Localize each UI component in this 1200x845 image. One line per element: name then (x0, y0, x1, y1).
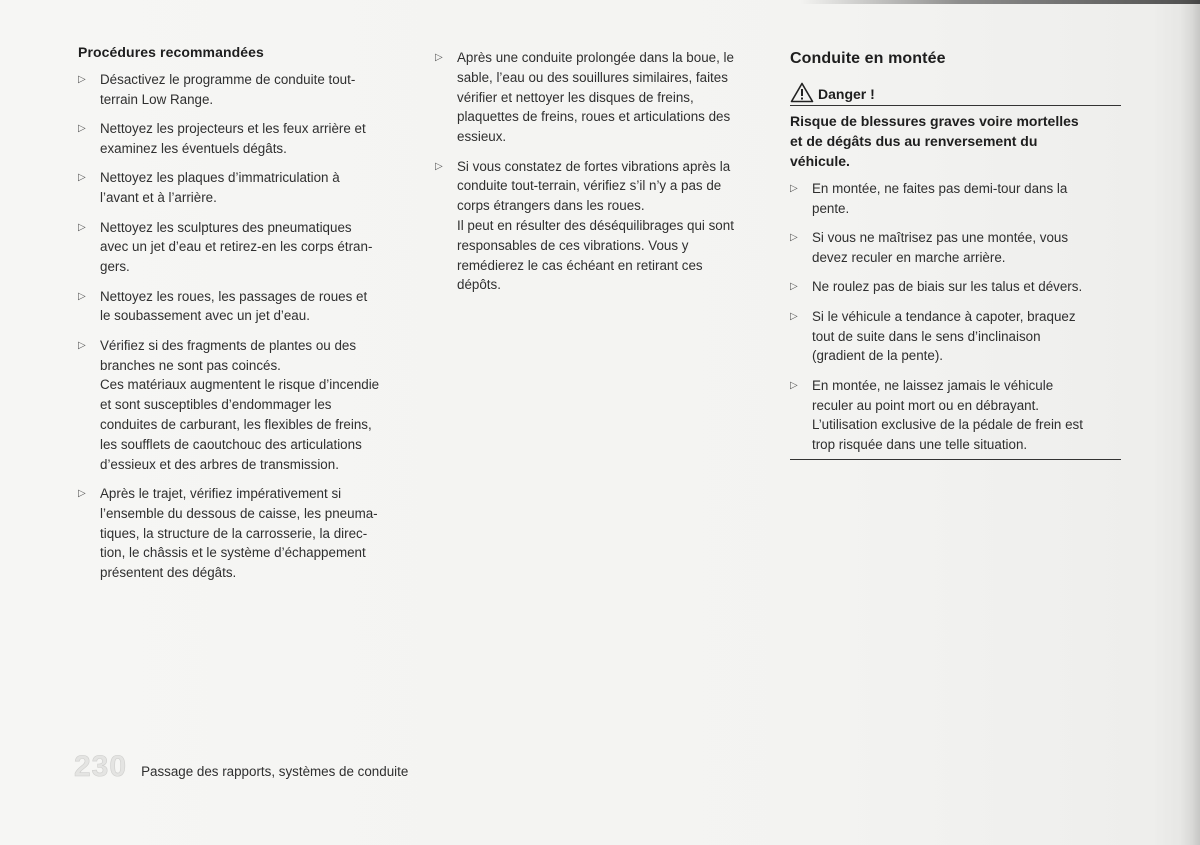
bullet-arrow-icon: ▷ (790, 281, 798, 293)
list-item (790, 277, 1125, 297)
danger-title-line: Risque de blessures graves voire mortelles (790, 113, 1079, 129)
bullet-arrow-icon: ▷ (78, 487, 86, 499)
danger-title-line: véhicule. (790, 153, 850, 169)
page-binding-shadow (1180, 0, 1200, 845)
list-item-line: conduites de carburant, les flexibles de freins, (100, 416, 372, 432)
column-middle (435, 48, 770, 305)
danger-box (790, 82, 1125, 460)
list-item (78, 484, 418, 583)
bullet-arrow-icon: ▷ (78, 290, 86, 302)
list-item-line: Ne roulez pas de biais sur les talus et dévers. (812, 279, 1083, 295)
list-item-line: dépôts. (457, 277, 501, 293)
column-left (78, 44, 418, 592)
chapter-title: Passage des rapports, systèmes de conduite (141, 764, 409, 779)
list-item-line: Si le véhicule a tendance à capoter, braquez (812, 308, 1076, 324)
list-item-line: et sont susceptibles d’endommager les (100, 397, 332, 413)
danger-header (790, 82, 1121, 106)
list-item-line: Nettoyez les plaques d’immatriculation à (100, 170, 340, 186)
list-item-line: devez reculer en marche arrière. (812, 249, 1006, 265)
list-item-line: tiques, la structure de la carrosserie, la direc- (100, 525, 368, 541)
list-item-line: présentent des dégâts. (100, 565, 237, 581)
danger-label: Danger ! (818, 86, 875, 102)
danger-box-bottom-rule (790, 459, 1121, 460)
list-item (790, 228, 1125, 268)
list-item-line: tout de suite dans le sens d’inclinaison (812, 328, 1041, 344)
list-item-line: Ces matériaux augmentent le risque d’incendie (100, 377, 380, 393)
page-footer (74, 750, 408, 784)
column-right (790, 44, 1125, 460)
list-item-line: plaquettes de freins, roues et articulations des (457, 109, 731, 125)
list-item-line: trop risquée dans une telle situation. (812, 437, 1028, 453)
page-top-shadow (800, 0, 1200, 4)
list-item-line: Si vous constatez de fortes vibrations après la (457, 158, 731, 174)
list-item (78, 168, 418, 208)
list-item (790, 179, 1125, 219)
list-item-line: conduite tout-terrain, vérifiez s’il n’y a pas de (457, 178, 722, 194)
list-item (78, 218, 418, 277)
bullet-arrow-icon: ▷ (78, 221, 86, 233)
list-item-line: sable, l’eau ou des souillures similaires, faites (457, 69, 728, 85)
list-item-line: d’essieux et des arbres de transmission. (100, 456, 339, 472)
bullet-arrow-icon: ▷ (435, 52, 443, 63)
list-item-line: le soubassement avec un jet d’eau. (100, 308, 310, 324)
list-item-line: les soufflets de caoutchouc des articulations (100, 436, 362, 452)
danger-title (790, 111, 1125, 171)
list-item-line: terrain Low Range. (100, 91, 214, 107)
list-item (78, 70, 418, 110)
warning-triangle-icon (790, 82, 814, 103)
list-item (790, 307, 1125, 366)
list-item-line: l’ensemble du dessous de caisse, les pneuma- (100, 505, 378, 521)
list-item-line: tion, le châssis et le système d’échappement (100, 545, 366, 561)
list-item-line: Après le trajet, vérifiez impérativement si (100, 485, 342, 501)
list-item-line: examinez les éventuels dégâts. (100, 140, 287, 156)
bullet-arrow-icon: ▷ (790, 310, 798, 322)
bullet-arrow-icon: ▷ (790, 183, 798, 194)
list-item-line: branches ne sont pas coincés. (100, 357, 281, 373)
list-item-line: gers. (100, 259, 130, 275)
list-item-line: Vérifiez si des fragments de plantes ou des (100, 337, 357, 353)
list-item-line: En montée, ne faites pas demi-tour dans la (812, 181, 1068, 196)
bullet-arrow-icon: ▷ (78, 74, 86, 85)
list-item-line: avec un jet d’eau et retirez-en les corps étran- (100, 239, 373, 255)
list-item (790, 376, 1125, 455)
bullet-arrow-icon: ▷ (790, 232, 798, 244)
list-item-line: vérifier et nettoyer les disques de freins, (457, 89, 694, 105)
list-item-line: Nettoyez les projecteurs et les feux arrière et (100, 121, 366, 137)
procedures-list-continued (435, 48, 770, 295)
list-item-line: L’utilisation exclusive de la pédale de frein est (812, 417, 1083, 433)
list-item-line: remédierez le cas échéant en retirant ces (457, 257, 703, 273)
section-title-uphill-driving: Conduite en montée (790, 50, 946, 67)
list-item (78, 336, 418, 475)
uphill-safety-list (790, 179, 1125, 455)
list-item-line: reculer au point mort ou en débrayant. (812, 397, 1040, 413)
list-item (78, 287, 418, 327)
bullet-arrow-icon: ▷ (790, 379, 798, 391)
list-item (435, 48, 770, 147)
bullet-arrow-icon: ▷ (78, 172, 86, 184)
list-item-line: Désactivez le programme de conduite tout- (100, 72, 356, 87)
list-item-line: Nettoyez les roues, les passages de roues et (100, 288, 368, 304)
list-item-line: En montée, ne laissez jamais le véhicule (812, 377, 1054, 393)
list-item-line: (gradient de la pente). (812, 348, 944, 364)
list-item (78, 119, 418, 159)
section-title-recommended-procedures: Procédures recommandées (78, 44, 264, 60)
list-item-line: Si vous ne maîtrisez pas une montée, vous (812, 230, 1069, 246)
procedures-list (78, 70, 418, 583)
list-item-line: corps étrangers dans les roues. (457, 198, 645, 214)
list-item-line: essieux. (457, 129, 507, 145)
bullet-arrow-icon: ▷ (78, 339, 86, 351)
list-item-line: l’avant et à l’arrière. (100, 190, 217, 206)
page-number: 230 (74, 750, 128, 783)
list-item-line: Il peut en résulter des déséquilibrages qui sont (457, 217, 734, 233)
list-item-line: pente. (812, 200, 850, 216)
list-item (435, 157, 770, 296)
list-item-line: Après une conduite prolongée dans la boue, le (457, 50, 734, 65)
list-item-line: Nettoyez les sculptures des pneumatiques (100, 219, 352, 235)
bullet-arrow-icon: ▷ (435, 160, 443, 172)
list-item-line: responsables de ces vibrations. Vous y (457, 237, 689, 253)
bullet-arrow-icon: ▷ (78, 123, 86, 135)
danger-title-line: et de dégâts dus au renversement du (790, 133, 1038, 149)
